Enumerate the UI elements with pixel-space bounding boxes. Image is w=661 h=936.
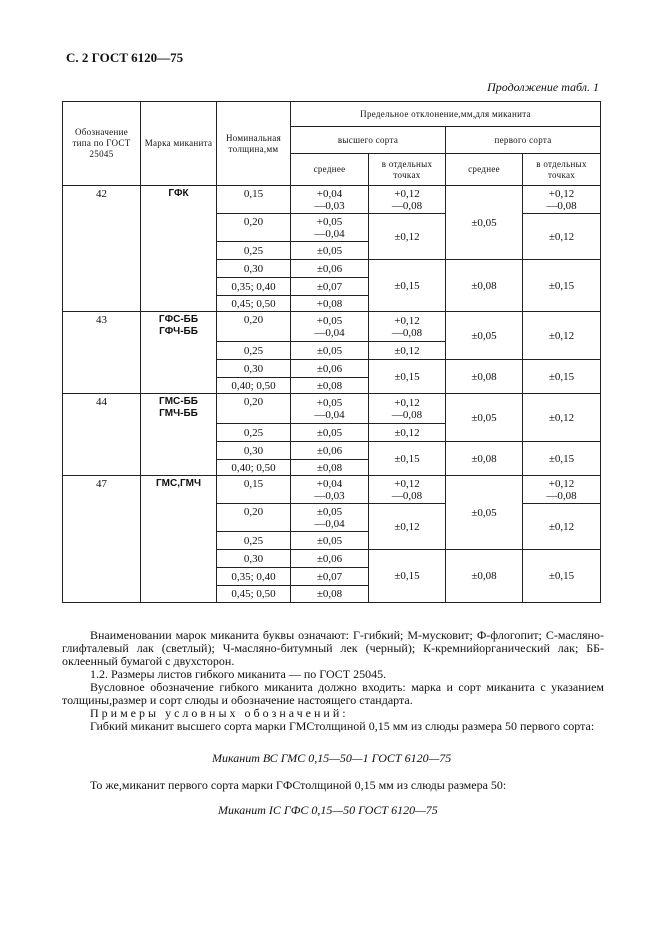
header-first-points: в отдельных точках bbox=[523, 154, 601, 186]
type-cell: 42 bbox=[63, 186, 141, 312]
deviation-cell: ±0,06 bbox=[291, 360, 369, 378]
brand-cell: ГМС,ГМЧ bbox=[141, 476, 217, 603]
thickness-cell: 0,20 bbox=[217, 214, 291, 242]
deviation-cell: ±0,15 bbox=[523, 550, 601, 603]
thickness-cell: 0,25 bbox=[217, 242, 291, 260]
deviation-cell: ±0,12 bbox=[369, 214, 446, 260]
thickness-cell: 0,25 bbox=[217, 424, 291, 442]
deviation-cell: ±0,08 bbox=[291, 460, 369, 476]
deviation-cell: ±0,05 bbox=[446, 186, 523, 260]
deviation-cell: +0,05 —0,04 bbox=[291, 312, 369, 342]
deviation-cell: ±0,15 bbox=[369, 550, 446, 603]
deviation-cell: ±0,05 bbox=[446, 394, 523, 442]
deviation-cell: +0,12 —0,08 bbox=[523, 186, 601, 214]
deviation-cell: +0,12 —0,08 bbox=[369, 394, 446, 424]
paragraph-sizes: 1.2. Размеры листов гибкого миканита — по ГОСТ 25045. bbox=[90, 667, 387, 681]
thickness-cell: 0,20 bbox=[217, 394, 291, 424]
thickness-cell: 0,30 bbox=[217, 550, 291, 568]
deviation-cell: ±0,08 bbox=[446, 550, 523, 603]
header-type: Обозначение типа по ГОСТ 25045 bbox=[63, 102, 141, 186]
paragraph-example-2: То же,миканит первого сорта марки ГФСтолщиной 0,15 мм из слюды размера 50: bbox=[90, 778, 507, 792]
deviation-cell: ±0,05 bbox=[291, 342, 369, 360]
deviation-cell: ±0,12 bbox=[523, 394, 601, 442]
paragraph-examples-heading: Примеры условных обозначений: bbox=[90, 706, 349, 720]
paragraph-designation: Вусловное обозначение гибкого миканита должно входить: марка и сорт миканита с указанием толщины,размер и сорт слюды и обозначение настоящего стандарта. bbox=[62, 680, 604, 707]
deviation-cell: ±0,12 bbox=[523, 214, 601, 260]
formula-example-1: Миканит ВС ГМС 0,15—50—1 ГОСТ 6120—75 bbox=[212, 751, 452, 765]
paragraph-abbreviations: Внаименовании марок миканита буквы означают: Г-гибкий; М-мусковит; Ф-флогопит; С-масляно-глифталевый лак (светлый); Ч-масляно-битумный лек (черный); К-кремнийорганический лак; ББ-оклеенный бумагой с двухсторон. bbox=[62, 628, 604, 668]
deviation-cell: +0,12 —0,08 bbox=[523, 476, 601, 504]
deviation-cell: ±0,05 bbox=[446, 476, 523, 550]
deviation-cell: +0,08 bbox=[291, 296, 369, 312]
thickness-cell: 0,20 bbox=[217, 504, 291, 532]
deviation-cell: ±0,15 bbox=[523, 260, 601, 312]
header-top-grade: высшего сорта bbox=[291, 127, 446, 154]
thickness-cell: 0,15 bbox=[217, 476, 291, 504]
thickness-cell: 0,20 bbox=[217, 312, 291, 342]
deviation-cell: ±0,08 bbox=[446, 442, 523, 476]
mikanite-tolerance-table bbox=[62, 101, 601, 603]
brand-cell: ГМС-ББ ГМЧ-ББ bbox=[141, 394, 217, 476]
deviation-cell: ±0,06 bbox=[291, 260, 369, 278]
thickness-cell: 0,15 bbox=[217, 186, 291, 214]
deviation-cell: +0,04 —0,03 bbox=[291, 476, 369, 504]
deviation-cell: ±0,05 —0,04 bbox=[291, 504, 369, 532]
deviation-cell: ±0,06 bbox=[291, 442, 369, 460]
header-top-points: в отдельных точках bbox=[369, 154, 446, 186]
deviation-cell: ±0,05 bbox=[291, 242, 369, 260]
deviation-cell: ±0,05 bbox=[291, 532, 369, 550]
type-cell: 43 bbox=[63, 312, 141, 394]
thickness-cell: 0,40; 0,50 bbox=[217, 460, 291, 476]
deviation-cell: ±0,12 bbox=[369, 424, 446, 442]
thickness-cell: 0,40; 0,50 bbox=[217, 378, 291, 394]
deviation-cell: +0,12 —0,08 bbox=[369, 186, 446, 214]
deviation-cell: +0,04 —0,03 bbox=[291, 186, 369, 214]
deviation-cell: ±0,07 bbox=[291, 568, 369, 586]
type-cell: 47 bbox=[63, 476, 141, 603]
deviation-cell: ±0,12 bbox=[523, 504, 601, 550]
deviation-cell: ±0,15 bbox=[523, 442, 601, 476]
header-top-avg: среднее bbox=[291, 154, 369, 186]
formula-example-2: Миканит IC ГФС 0,15—50 ГОСТ 6120—75 bbox=[218, 803, 438, 817]
deviation-cell: ±0,08 bbox=[446, 360, 523, 394]
deviation-cell: ±0,08 bbox=[291, 586, 369, 603]
deviation-cell: +0,05 —0,04 bbox=[291, 394, 369, 424]
thickness-cell: 0,30 bbox=[217, 360, 291, 378]
thickness-cell: 0,25 bbox=[217, 532, 291, 550]
thickness-cell: 0,45; 0,50 bbox=[217, 296, 291, 312]
deviation-cell: ±0,07 bbox=[291, 278, 369, 296]
brand-cell: ГФК bbox=[141, 186, 217, 312]
page-header: С. 2 ГОСТ 6120—75 bbox=[66, 50, 184, 65]
thickness-cell: 0,35; 0,40 bbox=[217, 568, 291, 586]
type-cell: 44 bbox=[63, 394, 141, 476]
deviation-cell: ±0,08 bbox=[291, 378, 369, 394]
thickness-cell: 0,30 bbox=[217, 260, 291, 278]
paragraph-example-1: Гибкий миканит высшего сорта марки ГМСтолщиной 0,15 мм из слюды размера 50 первого сорта: bbox=[90, 719, 595, 733]
header-deviation: Предельное отклонение,мм,для миканита bbox=[291, 102, 601, 127]
deviation-cell: +0,05 —0,04 bbox=[291, 214, 369, 242]
deviation-cell: ±0,05 bbox=[446, 312, 523, 360]
header-thickness: Номинальная толщина,мм bbox=[217, 102, 291, 186]
header-first-avg: среднее bbox=[446, 154, 523, 186]
deviation-cell: ±0,12 bbox=[523, 312, 601, 360]
deviation-cell: ±0,08 bbox=[446, 260, 523, 312]
deviation-cell: ±0,05 bbox=[291, 424, 369, 442]
deviation-cell: +0,12 —0,08 bbox=[369, 312, 446, 342]
deviation-cell: ±0,06 bbox=[291, 550, 369, 568]
deviation-cell: +0,12 —0,08 bbox=[369, 476, 446, 504]
thickness-cell: 0,35; 0,40 bbox=[217, 278, 291, 296]
thickness-cell: 0,30 bbox=[217, 442, 291, 460]
deviation-cell: ±0,15 bbox=[369, 260, 446, 312]
thickness-cell: 0,25 bbox=[217, 342, 291, 360]
deviation-cell: ±0,12 bbox=[369, 504, 446, 550]
header-first-grade: первого сорта bbox=[446, 127, 601, 154]
deviation-cell: ±0,15 bbox=[523, 360, 601, 394]
brand-cell: ГФС-ББ ГФЧ-ББ bbox=[141, 312, 217, 394]
deviation-cell: ±0,12 bbox=[369, 342, 446, 360]
deviation-cell: ±0,15 bbox=[369, 442, 446, 476]
header-brand: Марка миканита bbox=[141, 102, 217, 186]
table-continuation-label: Продолжение табл. 1 bbox=[487, 80, 599, 94]
deviation-cell: ±0,15 bbox=[369, 360, 446, 394]
thickness-cell: 0,45; 0,50 bbox=[217, 586, 291, 603]
